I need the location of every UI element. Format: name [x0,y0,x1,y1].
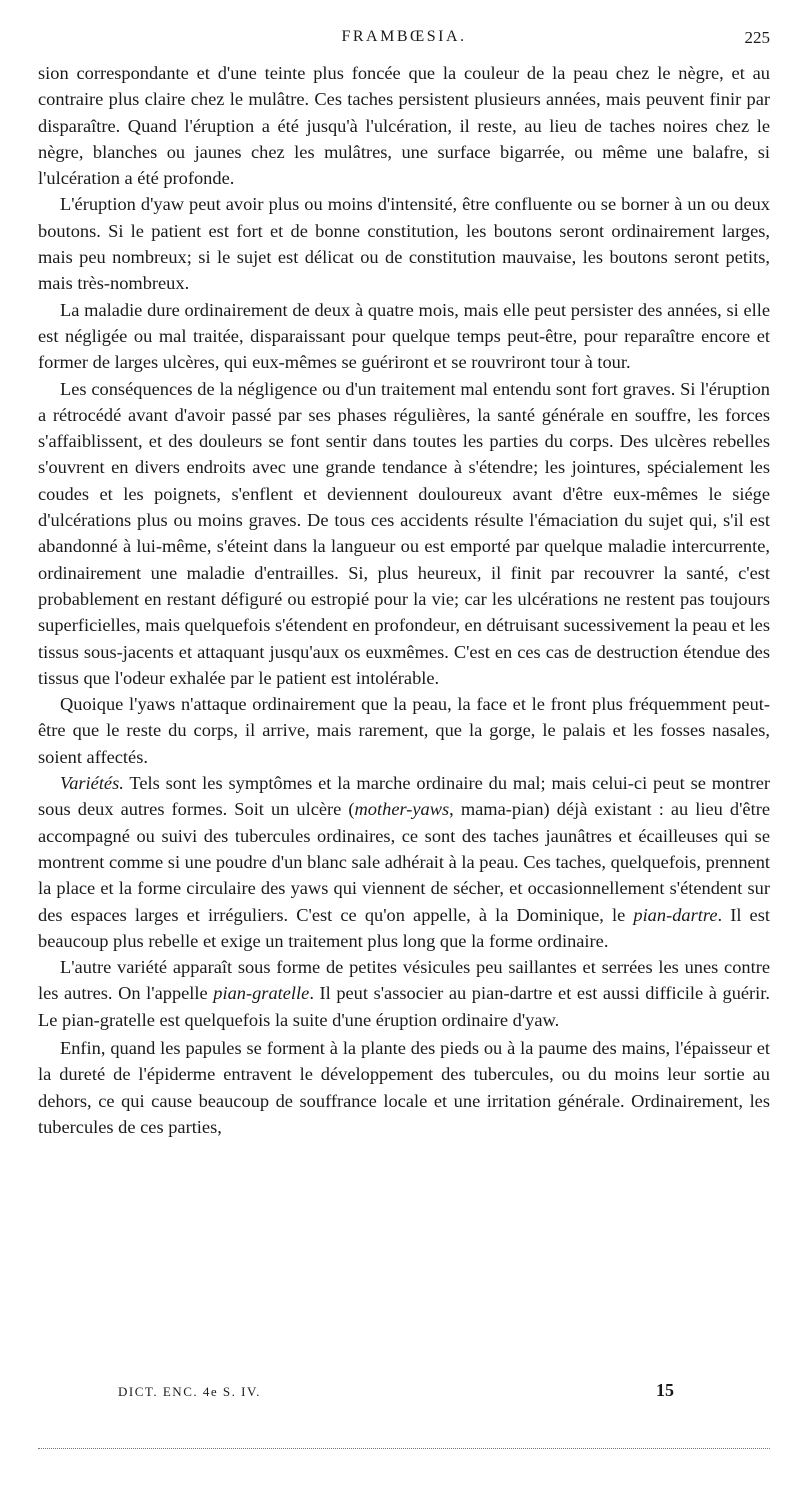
paragraph: La maladie dure ordinairement de deux à quatre mois, mais elle peut persister des années, si elle est négligée ou mal traitée, disparaissant pour quelque temps peut-être, pour reparaître encore et former de larges ulcères, qui eux-mêmes se guériront et se rouvriront tour à tour. [38,299,770,373]
paragraph: Les conséquences de la négligence ou d'un traitement mal entendu sont fort graves. Si l'éruption a rétrocédé avant d'avoir passé par ses phases régulières, la santé générale en souffre, les forces s'affaiblissent, et des douleurs se font sentir dans toutes les parties du corps. Des ulcères rebelles s'ouvrent en divers endroits avec une grande tendance à s'étendre; les jointures, spécialement les coudes et les poignets, s'enflent et deviennent douloureux avant d'être eux-mêmes le siége d'ulcérations plus ou moins graves. De tous ces accidents résulte l'émaciation du sujet qui, s'il est abandonné à lui-même, s'éteint dans la langueur ou est emporté par quelque maladie intercurrente, ordinairement une maladie d'entrailles. Si, plus heureux, il finit par recouvrer la santé, c'est probablement en restant défiguré ou estropié pour la vie; car les ulcérations ne restent pas toujours superficielles, mais quelquefois s'étendent en profondeur, en détruisant sucessivement la peau et les tissus sous-jacents et attaquant jusqu'aux os euxmêmes. C'est en ces cas de destruction étendue des tissus que l'odeur exhalée par le patient est intolérable. [38,378,770,688]
text-run: Tels sont les symptômes et la marche ordinaire du mal; mais celui-ci peut se montrer sous deux autres formes. Soit un ulcère ( [38,773,770,820]
italic-run: Variétés. [60,773,124,794]
italic-run: pian-dartre [633,904,718,925]
text-run: . Il est beaucoup plus rebelle et exige un traitement plus long que la forme ordinaire. [38,904,770,951]
paragraph: sion correspondante et d'une teinte plus foncée que la couleur de la peau chez le nègre, et au contraire plus claire chez le mulâtre. Ces taches persistent plusieurs années, mais peuvent finir par disparaître. Quand l'éruption a été jusqu'à l'ulcération, il reste, au lieu de taches noires chez le nègre, blanches ou jaunes chez les mulâtres, une surface bigarrée, ou même une balafre, si l'ulcération a été profonde. [38,63,770,189]
paragraph: L'éruption d'yaw peut avoir plus ou moins d'intensité, être confluente ou se borner à un ou deux boutons. Si le patient est fort et de bonne constitution, les boutons seront ordinairement larges, mais peu nombreux; si le sujet est délicat ou de constitution mauvaise, les boutons seront petits, mais très-nombreux. [38,194,770,294]
page-footer [38,1380,770,1404]
paragraph-varietes [38,770,770,954]
dotted-rule [38,1448,770,1449]
text-run: L'autre variété apparaît sous forme de petites vésicules peu saillantes et serrées les unes contre les autres. On l'appelle [38,957,770,1004]
running-head [38,28,770,54]
signature-mark: DICT. ENC. 4e S. IV. [118,1384,261,1399]
body-text [38,60,770,1140]
italic-run: pian-gratelle [213,983,310,1004]
text-run: . Il peut s'associer au pian-dartre et est aussi difficile à guérir. Le pian-gratelle est quelquefois la suite d'une éruption ordinaire d'yaw. [38,983,770,1030]
italic-run: mother-yaws [354,799,450,820]
page-number: 225 [744,28,770,47]
paragraph: Quoique l'yaws n'attaque ordinairement que la peau, la face et le front plus fréquemment peut-être que le reste du corps, il arrive, mais rarement, que la gorge, le palais et les fosses nasales, soient affectés. [38,694,770,767]
running-title: FRAMBŒSIA. [341,28,467,45]
signature-number: 15 [656,1380,674,1400]
paragraph-autre-variete [38,954,770,1033]
paragraph: Enfin, quand les papules se forment à la plante des pieds ou à la paume des mains, l'épaisseur et la dureté de l'épiderme entravent le développement des tubercules, ou du moins leur sortie au dehors, ce qui cause beaucoup de souffrance locale et une irritation générale. Ordinairement, les tubercules de ces parties, [38,1037,770,1137]
text-run: , mama-pian) déjà existant : au lieu d'être accompagné ou suivi des tubercules ordinaires, ce sont des taches jaunâtres et écailleuses qui se montrent comme si une poudre d'un blanc sale adhérait à la peau. Ces taches, quelquefois, prennent la place et la forme circulaire des yaws qui viennent de sécher, et occasionnellement s'étendent sur des espaces larges et irréguliers. C'est ce qu'on appelle, à la Dominique, le [38,799,770,925]
